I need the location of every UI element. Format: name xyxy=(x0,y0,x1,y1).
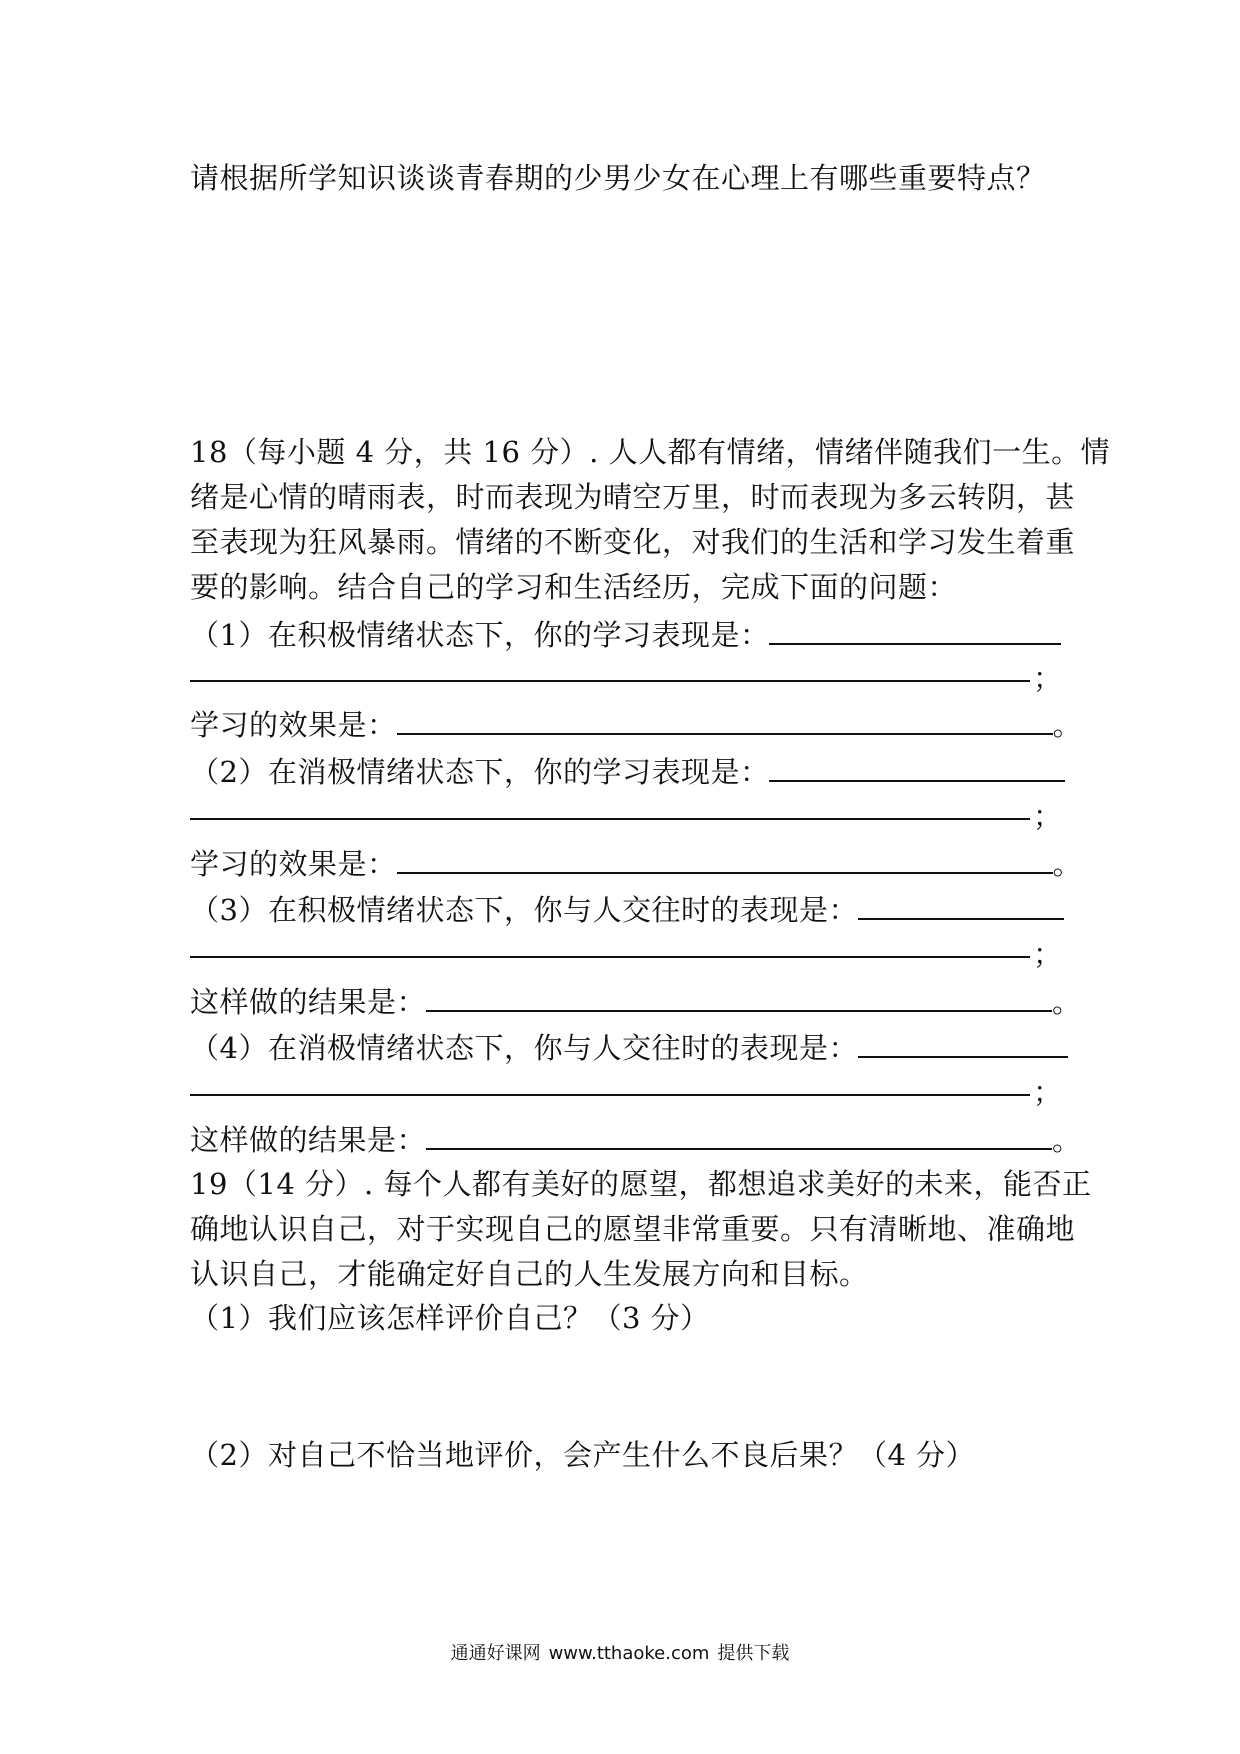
q19-intro-line-3: 认识自己，才能确定好自己的人生发展方向和目标。 xyxy=(190,1257,869,1291)
answer-blank[interactable] xyxy=(769,750,1065,782)
q18-item-1-result-label: 学习的效果是： xyxy=(190,708,397,742)
answer-blank[interactable] xyxy=(190,818,1030,820)
q19-intro-line-1: 19（14 分）. 每个人都有美好的愿望，都想追求美好的未来，能否正 xyxy=(190,1167,1092,1201)
answer-blank[interactable] xyxy=(397,842,1053,874)
q18-item-2-prompt xyxy=(190,750,1065,792)
answer-blank[interactable] xyxy=(397,703,1053,735)
answer-blank[interactable] xyxy=(426,1118,1052,1150)
q18-item-1-result xyxy=(190,703,1082,745)
answer-blank[interactable] xyxy=(426,980,1052,1012)
q18-item-4-prompt xyxy=(190,1026,1068,1068)
q18-item-4-prompt-text: （4）在消极情绪状态下，你与人交往时的表现是： xyxy=(190,1031,858,1065)
semicolon: ； xyxy=(1033,1075,1063,1109)
footer-site-name: 通通好课网 xyxy=(450,1643,541,1664)
period: 。 xyxy=(1052,708,1083,742)
q19-sub-question-2: （2）对自己不恰当地评价，会产生什么不良后果？（4 分） xyxy=(190,1438,976,1472)
q19-sub-question-1: （1）我们应该怎样评价自己？（3 分） xyxy=(190,1301,710,1335)
q18-intro-line-3: 至表现为狂风暴雨。情绪的不断变化，对我们的生活和学习发生着重 xyxy=(190,525,1076,559)
q18-item-1-prompt xyxy=(190,613,1061,655)
q18-item-1-prompt-text: （1）在积极情绪状态下，你的学习表现是： xyxy=(190,618,770,652)
q18-item-2-result-label: 学习的效果是： xyxy=(190,847,397,881)
semicolon: ； xyxy=(1033,799,1063,833)
q18-intro-line-1: 18（每小题 4 分，共 16 分）. 人人都有情绪，情绪伴随我们一生。情 xyxy=(190,435,1111,469)
q18-item-3-result-label: 这样做的结果是： xyxy=(190,985,427,1019)
answer-blank[interactable] xyxy=(190,1094,1030,1096)
q18-item-3-result xyxy=(190,980,1082,1022)
footer-url[interactable]: www.tthaoke.com xyxy=(548,1643,710,1664)
q18-item-3-prompt xyxy=(190,888,1064,930)
period: 。 xyxy=(1052,985,1082,1019)
answer-blank[interactable] xyxy=(190,680,1030,682)
answer-blank[interactable] xyxy=(769,613,1061,645)
q18-item-4-result xyxy=(190,1118,1082,1160)
answer-blank[interactable] xyxy=(858,1026,1068,1058)
period: 。 xyxy=(1052,1123,1082,1157)
semicolon: ； xyxy=(1033,937,1063,971)
q18-item-2-result xyxy=(190,842,1082,884)
period: 。 xyxy=(1052,847,1083,881)
page-footer xyxy=(0,1642,1240,1666)
footer-action: 提供下载 xyxy=(717,1643,790,1664)
q18-item-3-prompt-text: （3）在积极情绪状态下，你与人交往时的表现是： xyxy=(190,893,858,927)
q18-item-2-prompt-text: （2）在消极情绪状态下，你的学习表现是： xyxy=(190,755,770,789)
semicolon: ； xyxy=(1033,661,1063,695)
q17-prompt: 请根据所学知识谈谈青春期的少男少女在心理上有哪些重要特点？ xyxy=(190,161,1046,195)
q18-intro-line-2: 绪是心情的晴雨表，时而表现为晴空万里，时而表现为多云转阴，甚 xyxy=(190,480,1076,514)
q18-intro-line-4: 要的影响。结合自己的学习和生活经历，完成下面的问题： xyxy=(190,570,958,604)
answer-blank[interactable] xyxy=(190,956,1030,958)
q19-intro-line-2: 确地认识自己，对于实现自己的愿望非常重要。只有清晰地、准确地 xyxy=(190,1212,1076,1246)
answer-blank[interactable] xyxy=(858,888,1064,920)
q18-item-4-result-label: 这样做的结果是： xyxy=(190,1123,427,1157)
